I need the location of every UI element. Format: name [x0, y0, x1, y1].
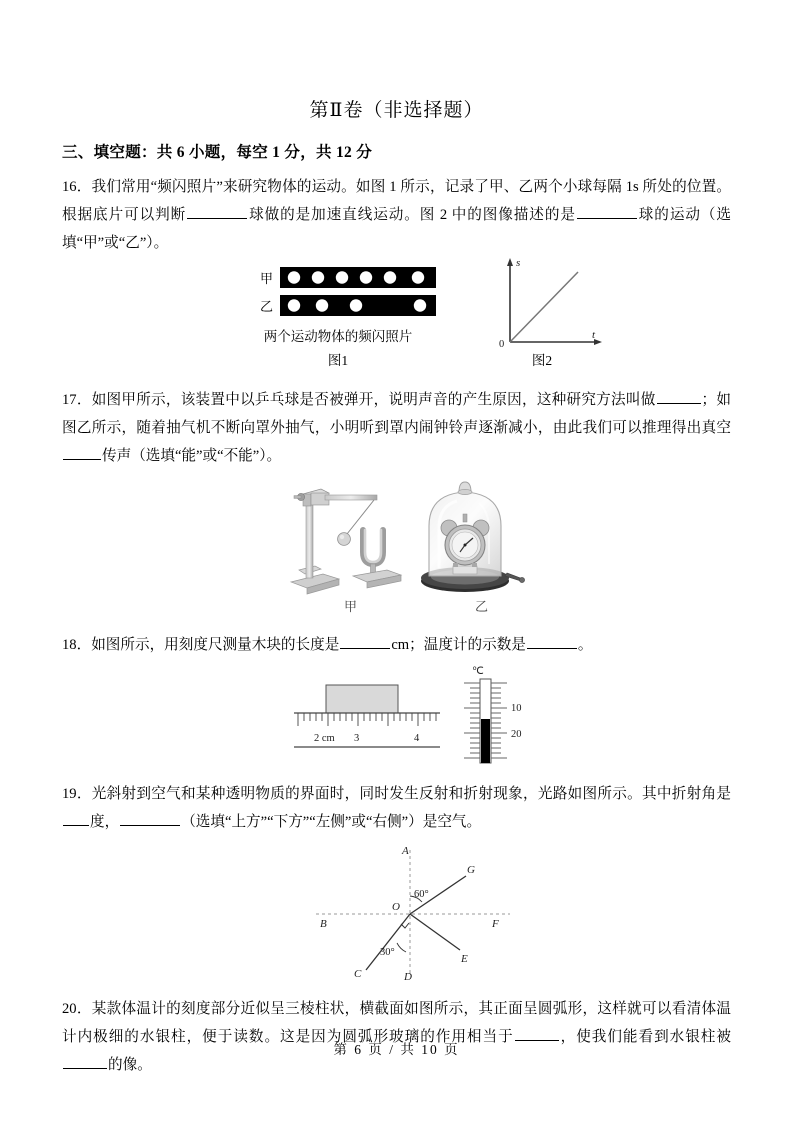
volume-title: 第Ⅱ卷（非选择题） — [309, 100, 484, 121]
answer-blank[interactable] — [187, 204, 247, 219]
thermometer — [464, 666, 522, 763]
page-footer: 第 6 页 / 共 10 页 — [333, 1042, 460, 1057]
answer-blank[interactable] — [120, 811, 180, 826]
figure-17 — [62, 478, 731, 620]
question-17-line1b: ；如图 — [62, 391, 731, 436]
question-17-line2a: 乙所示，随着抽气机不断向罩外抽气，小明听到罩内闹钟铃声逐渐减小，由此我们可以推理得出真空 — [76, 419, 731, 436]
tuning-fork-apparatus — [291, 489, 401, 594]
ruler-with-block — [294, 685, 440, 747]
question-18-line1b: cm；温度计的示数是 — [391, 636, 526, 653]
answer-blank[interactable] — [527, 634, 577, 649]
answer-blank[interactable] — [577, 204, 637, 219]
question-19-line2b: （选填“上方”“下方”“左侧”或“右侧”）是空气。 — [181, 813, 482, 830]
question-20-line2a: 内极细的水银柱，便于读数。这是因为圆弧形玻璃的作用相当于 — [77, 1028, 514, 1045]
question-16-number: 16． — [62, 178, 92, 195]
label-A: A — [402, 844, 409, 857]
angle-60: 60° — [414, 888, 429, 900]
bell-jar-apparatus — [421, 482, 525, 592]
figure-16-caption-fig1: 图1 — [327, 352, 349, 368]
label-C: C — [354, 967, 362, 980]
question-20 — [62, 995, 731, 1079]
question-18-number: 18． — [62, 636, 92, 653]
ray-OE — [410, 914, 460, 950]
figure-17-label-yi: 乙 — [475, 598, 489, 614]
strip-label-jia: 甲 — [260, 270, 274, 286]
ruler-tick-4: 4 — [414, 732, 420, 744]
thermometer-tick-20: 20 — [511, 728, 522, 740]
graph-origin-label: 0 — [499, 338, 505, 349]
question-16-line2c: 球的运动（选填“甲” — [62, 206, 731, 251]
figure-17-label-jia: 甲 — [344, 598, 358, 614]
graph-x-label: t — [592, 328, 596, 341]
thermometer-unit: ℃ — [472, 665, 484, 677]
figure-16 — [62, 256, 731, 375]
answer-blank[interactable] — [657, 389, 701, 404]
label-O: O — [392, 900, 400, 913]
question-18-line1a: 如图所示，用刻度尺测量木块的长度是 — [91, 636, 340, 653]
label-D: D — [404, 970, 412, 982]
figure-16-caption-fig2: 图2 — [531, 352, 553, 368]
question-19-number: 19． — [62, 785, 92, 802]
question-18 — [62, 631, 731, 659]
question-19-line2a: 度， — [90, 813, 120, 830]
question-17-line1a: 如图甲所示，该装置中以乒乓球是否被弹开，说明声音的产生原因，这种研究方法叫做 — [91, 391, 656, 408]
label-F: F — [492, 917, 499, 930]
strobe-photo-figure — [258, 263, 458, 325]
question-17-line3: 传声（选填“能”或“不能”）。 — [102, 447, 282, 464]
graph-y-label: s — [516, 256, 521, 269]
angle-30: 30° — [380, 946, 395, 958]
question-20-line2b: ，使我们能看到水银柱被 — [559, 1028, 731, 1045]
figure-16-caption-main: 两个运动物体的频闪照片 — [263, 328, 413, 344]
figure-19 — [62, 842, 731, 984]
label-E: E — [461, 952, 468, 965]
ruler-tick-3: 3 — [354, 732, 360, 744]
strip-label-yi: 乙 — [260, 298, 274, 314]
question-18-line1c: 。 — [577, 636, 593, 653]
answer-blank[interactable] — [63, 445, 101, 460]
question-20-line1: 某款体温计的刻度部分近似呈三棱柱状，横截面如图所示，其正面呈圆弧形，这样就可以看清体温计 — [62, 1000, 731, 1045]
answer-blank[interactable] — [340, 634, 390, 649]
question-17 — [62, 386, 731, 470]
ray-OC — [366, 914, 410, 970]
question-17-number: 17． — [62, 391, 92, 408]
section-heading: 三、填空题：共 6 小题，每空 1 分，共 12 分 — [62, 143, 373, 161]
question-16-line2b: 球做的是加速直线运动。图 2 中的图像描述的是 — [248, 206, 576, 223]
answer-blank[interactable] — [63, 811, 89, 826]
question-16-line1: 我们常用“频闪照片”来研究物体的运动。如图 1 所示，记录了甲、乙两个小球每隔 1s 所处的位置。根 — [62, 178, 731, 223]
ruler-tick-2cm: 2 cm — [314, 732, 335, 744]
question-19 — [62, 780, 731, 836]
question-19-line1a: 光斜射到空气和某种透明物质的界面时，同时发生反射和折射现象，光路如图所示。其中折射角是 — [91, 785, 731, 802]
st-graph-figure — [492, 254, 612, 349]
question-16-line2a: 据底片可以判断 — [77, 206, 187, 223]
question-16 — [62, 173, 731, 257]
question-20-number: 20． — [62, 1000, 92, 1017]
label-G: G — [467, 863, 475, 876]
thermometer-tick-10: 10 — [511, 702, 522, 714]
question-16-line3: 或“乙”）。 — [104, 234, 169, 251]
figure-18 — [62, 663, 731, 769]
question-20-line2c: 的像。 — [108, 1056, 152, 1073]
label-B: B — [320, 917, 327, 930]
